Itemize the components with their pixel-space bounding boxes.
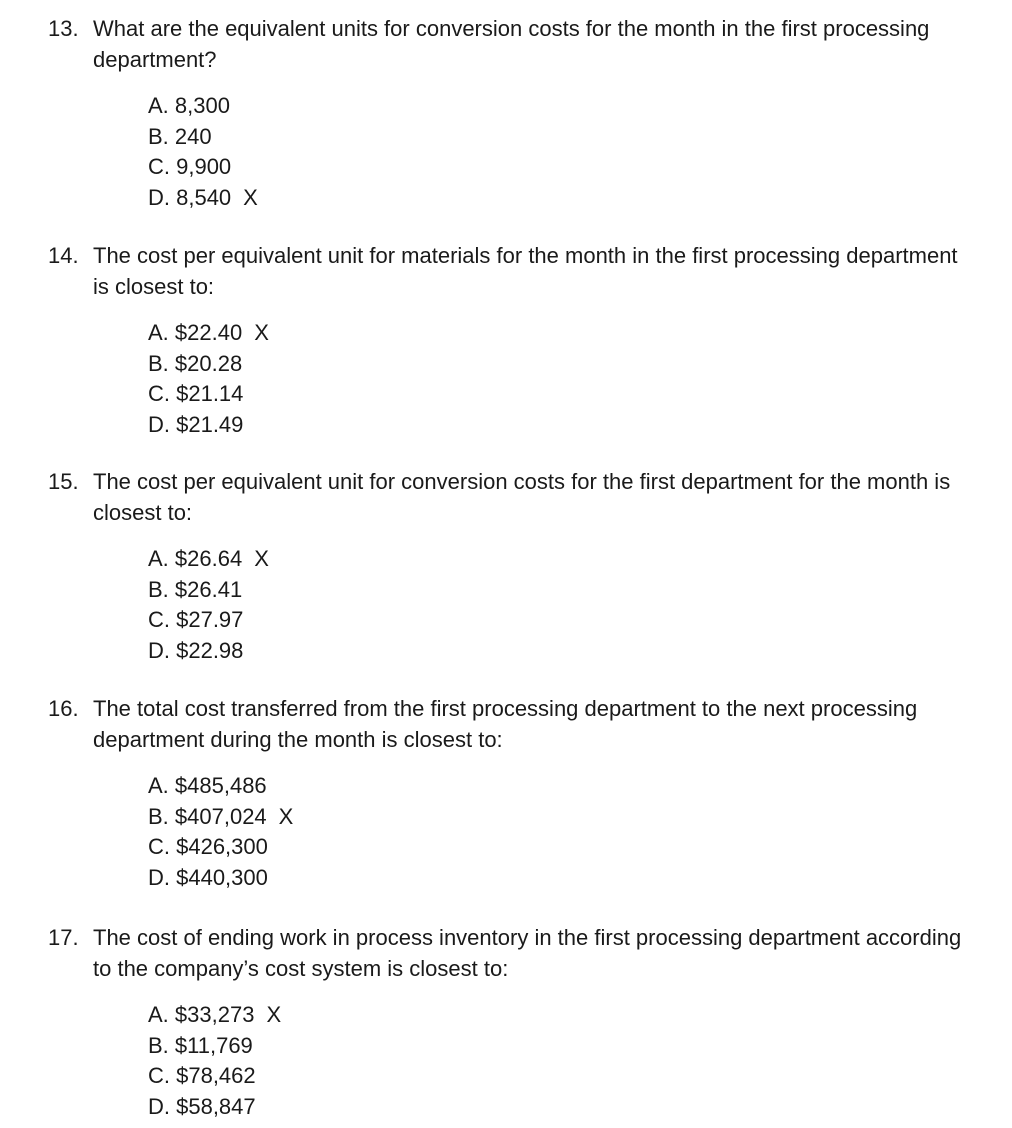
option-label: B. $11,769	[148, 1032, 253, 1058]
question-15	[48, 467, 978, 666]
answer-options	[148, 544, 978, 666]
question-16	[48, 694, 978, 893]
option-d	[148, 1092, 978, 1123]
answer-mark: X	[254, 546, 269, 571]
option-b	[148, 1031, 978, 1062]
question-stem	[48, 241, 978, 302]
option-a	[148, 544, 978, 575]
option-a	[148, 91, 978, 122]
question-text: What are the equivalent units for conversion costs for the month in the first processing department?	[93, 16, 930, 72]
option-a	[148, 771, 978, 802]
option-a	[148, 318, 978, 349]
option-label: D. $440,300	[148, 864, 268, 890]
option-c	[148, 832, 978, 863]
question-17	[48, 923, 978, 1122]
question-text: The cost per equivalent unit for conversion costs for the first department for the month is closest to:	[93, 469, 951, 525]
question-text: The total cost transferred from the first processing department to the next processing department during the month is closest to:	[93, 696, 918, 752]
option-d	[148, 183, 978, 214]
question-13	[48, 14, 978, 213]
option-label: A. $22.40	[148, 320, 243, 345]
option-b	[148, 802, 978, 833]
option-label: C. 9,900	[148, 154, 232, 179]
option-label: B. $407,024	[148, 803, 267, 829]
question-stem	[48, 694, 978, 755]
answer-options	[148, 91, 978, 213]
answer-options	[148, 1000, 978, 1122]
question-stem	[48, 467, 978, 528]
option-label: D. 8,540	[148, 184, 232, 210]
option-d	[148, 636, 978, 667]
answer-mark: X	[266, 1002, 282, 1027]
option-label: C. $21.14	[148, 381, 244, 406]
option-label: A. $485,486	[148, 773, 267, 798]
option-label: A. $33,273	[148, 1002, 255, 1027]
option-d	[148, 863, 978, 894]
question-14	[48, 241, 978, 440]
question-number: 17.	[48, 925, 79, 950]
option-label: C. $426,300	[148, 834, 268, 859]
option-c	[148, 1061, 978, 1092]
option-c	[148, 152, 978, 183]
option-c	[148, 379, 978, 410]
option-label: B. $20.28	[148, 350, 243, 376]
question-text: The cost per equivalent unit for materials for the month in the first processing department is closest to:	[93, 243, 958, 299]
option-b	[148, 349, 978, 380]
option-label: D. $21.49	[148, 411, 244, 437]
option-label: C. $78,462	[148, 1063, 256, 1088]
question-number: 14.	[48, 243, 79, 268]
option-label: D. $22.98	[148, 637, 244, 663]
option-label: B. 240	[148, 123, 212, 149]
option-label: A. $26.64	[148, 546, 243, 571]
question-stem	[48, 923, 978, 984]
answer-options	[148, 318, 978, 440]
answer-mark: X	[278, 803, 294, 829]
option-label: C. $27.97	[148, 607, 244, 632]
option-d	[148, 410, 978, 441]
option-a	[148, 1000, 978, 1031]
question-text: The cost of ending work in process inventory in the first processing department according to the company’s cost system is closest to:	[93, 925, 962, 981]
answer-mark: X	[243, 184, 258, 210]
option-label: B. $26.41	[148, 576, 243, 602]
answer-options	[148, 771, 978, 893]
option-b	[148, 575, 978, 606]
option-b	[148, 122, 978, 153]
question-stem	[48, 14, 978, 75]
option-c	[148, 605, 978, 636]
question-number: 13.	[48, 16, 79, 41]
question-number: 16.	[48, 696, 79, 721]
option-label: D. $58,847	[148, 1093, 256, 1119]
answer-mark: X	[254, 320, 269, 345]
question-number: 15.	[48, 469, 79, 494]
option-label: A. 8,300	[148, 93, 230, 118]
